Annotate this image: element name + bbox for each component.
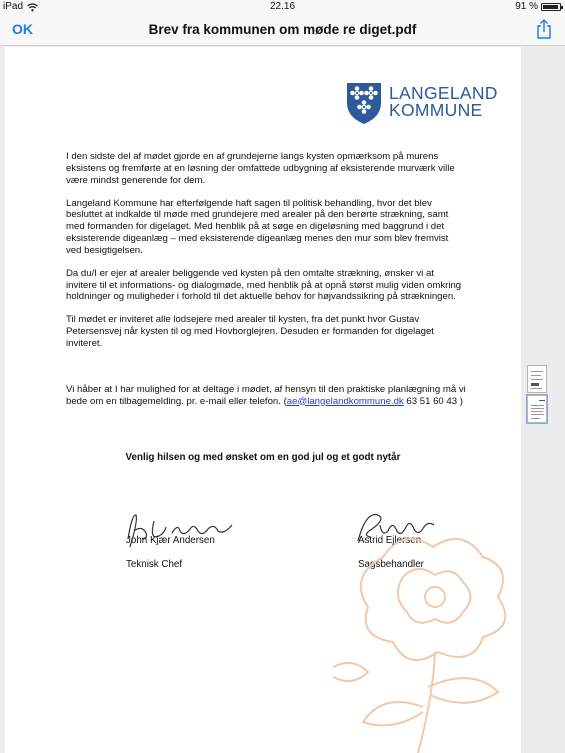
municipality-logo [345,81,498,125]
ok-button[interactable]: OK [12,21,33,37]
status-bar [0,0,565,14]
thumb-line [531,371,543,372]
email-link[interactable]: ae@langelandkommune.dk [286,395,404,407]
device-label: iPad [3,1,24,12]
paragraph: Langeland Kommune har efterfølgende haft sagen til politisk behandling, hvor det blev besluttet at indkalde til møde med grundejere med arealer på den berørte strækning, samt med formanden for digelaget. Med henblik på at søge en digeløsning med baggrund i det eksisterende digeanlæg – med eksisterende digeanlæg menes den mur som blev fremvist ved besigtigelsen. [66,197,449,256]
logo-text [389,85,498,119]
thumb-line [531,414,544,415]
signatory-name: Astrid Ejlersen [358,535,422,546]
thumb-line [531,388,542,389]
signatory-role: Sagsbehandler [358,559,424,570]
thumb-line [531,375,541,376]
thumb-line [531,383,539,386]
paragraph: I den sidste del af mødet gjorde en af grundejerne langs kysten opmærksom på murens eksistens og fremførte at en løsning der omfattede udbygning af eksisterende murværk ville være mindst generende for dem. [66,151,455,186]
flower-watermark [323,517,521,753]
page-thumbnails [527,365,547,423]
signatory-role: Teknisk Chef [126,559,183,570]
pdf-page[interactable] [5,47,521,753]
page-thumbnail-2[interactable] [527,395,547,423]
page-thumbnail-1[interactable] [527,365,547,393]
thumb-line [531,411,543,412]
logo-line-2: KOMMUNE [389,100,483,120]
logo-line-1: LANGELAND [389,83,498,103]
crest-icon [345,81,383,125]
thumb-line [531,405,544,406]
navigation-bar [0,14,565,46]
letter-body [66,151,466,419]
contact-text: Vi håber at I har mulighed for at deltage i mødet, af hensyn til den praktiske planlægning må vi bede om en tilbagemelding. pr. e-mail eller telefon. ( [66,383,466,407]
battery-fill [543,5,558,9]
paragraph: Da du/I er ejer af arealer beliggende ved kysten på den omtalte strækning, ønsker vi at invitere til et informations- og dialogmøde, med henblik på at opnå størst mulig viden omkring holdninger og muligheder i forhold til det aktuelle behov for højvandssikring på strækningen. [66,267,462,303]
thumb-line [531,379,543,380]
status-right [515,0,561,14]
thumb-line [539,400,545,401]
clock: 22.16 [269,1,296,12]
battery-icon [541,3,561,11]
thumb-line [531,408,544,409]
paragraph: Til mødet er inviteret alle lodsejere med arealer til kysten, fra det punkt hvor Gustav Petersensvej når kysten til og med Hovborglejren. Desuden er formanden for digelaget inviteret. [66,314,434,349]
signatory-name: John Kjær Andersen [126,535,215,546]
battery-percent: 91 % [515,1,538,12]
contact-paragraph [66,384,466,408]
share-icon[interactable] [535,18,553,40]
thumb-line [531,418,540,419]
document-title: Brev fra kommunen om møde re diget.pdf [148,22,417,37]
closing-greeting: Venlig hilsen og med ønsket om en god jul og et godt nytår [125,452,401,463]
phone-text: 63 51 60 43 ) [403,395,463,407]
